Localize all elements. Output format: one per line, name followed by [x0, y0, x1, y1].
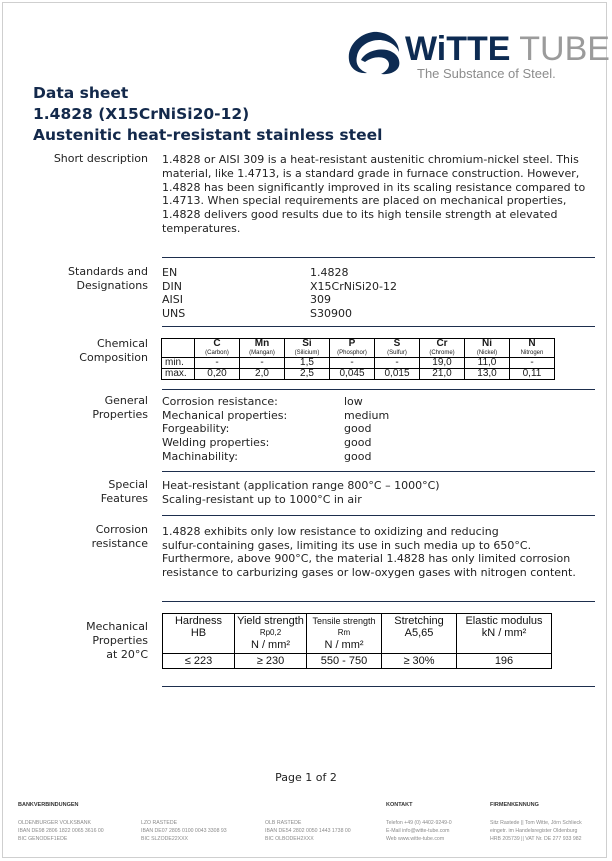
column-header-stretching: Stretching A5,65 [382, 614, 457, 654]
standard-row: DIN X15CrNiSi20-12 [162, 279, 398, 293]
table-header-row [163, 614, 552, 654]
mechanical-properties-label: Mechanical Properties at 20°C [86, 620, 148, 661]
mechanical-properties-table [162, 613, 552, 669]
section-divider [162, 389, 595, 390]
element-header: C (Carbon) [195, 339, 240, 358]
table-header-row [162, 339, 555, 358]
standard-row: AISI 309 [162, 293, 331, 307]
standard-row: EN 1.4828 [162, 266, 349, 279]
logo-wordmark: WiTTE TUBE [405, 30, 610, 68]
special-features-label: Special Features [100, 478, 148, 505]
section-divider [162, 686, 595, 687]
chemical-composition-table [161, 338, 555, 380]
title-material-code: 1.4828 (X15CrNiSi20-12) [33, 105, 250, 123]
element-header: Mn (Mangan) [240, 339, 285, 358]
column-header-elastic: Elastic modulus kN / mm² [457, 614, 552, 654]
company-logo [345, 28, 610, 84]
element-header: N Nitrogen [510, 339, 555, 358]
company-details: Sitz Rastede || Tom Witte, Jörn Schlieck eingetr. im Handelsregister Oldenburg HRB 205739 || VAT Nr. DE 277 933 982 [490, 820, 582, 842]
element-header: Ni (Nickel) [465, 339, 510, 358]
logo-emblem-icon [345, 30, 403, 76]
table-row-max: max. 0,20 2,0 2,5 0,045 0,015 21,0 13,0 0,11 [162, 369, 555, 380]
page-number: Page 1 of 2 [275, 771, 337, 784]
element-header: S (Sulfur) [375, 339, 420, 358]
section-divider [162, 515, 595, 516]
short-description-label: Short description [53, 152, 148, 165]
logo-tagline: The Substance of Steel. [417, 66, 556, 81]
general-properties-label: General Properties [92, 394, 148, 421]
column-header-tensile: Tensile strength Rm N / mm² [307, 614, 382, 654]
bank-heading: BANKVERBINDUNGEN [18, 802, 79, 808]
contact-heading: KONTAKT [386, 802, 413, 808]
property-row: Mechanical properties: medium [162, 408, 390, 422]
company-heading: FIRMENKENNUNG [490, 802, 539, 808]
element-header: Si (Silicium) [285, 339, 330, 358]
section-divider [162, 471, 595, 472]
corrosion-resistance-text: 1.4828 exhibits only low resistance to oxidizing and reducing sulfur-containing gases, limiting its use in such media up to 650°C. Furthermore, above 900°C, the material 1.4828 has only limited corrosion resistance to carburizing gases or low-oxygen gases with nitrogen content. [162, 525, 576, 580]
table-row: ≤ 223 ≥ 230 550 - 750 ≥ 30% 196 [163, 654, 552, 669]
standards-list [162, 266, 397, 321]
bank-details: LZO RASTEDE IBAN DE07 2805 0100 0043 3308 93 BIC SLZODE22XXX [141, 820, 227, 842]
property-row: Welding properties: good [162, 436, 372, 450]
property-row: Corrosion resistance: low [162, 395, 363, 408]
document-title [33, 83, 382, 146]
property-row: Machinability: good [162, 449, 372, 463]
column-header-hardness: Hardness HB [163, 614, 235, 654]
standard-row: UNS S30900 [162, 307, 352, 321]
bank-details: OLDENBURGER VOLKSBANK IBAN DE98 2806 1822 0065 3616 00 BIC GENODEF1EDE [18, 820, 104, 842]
general-properties-list [162, 395, 389, 464]
property-row: Forgeability: good [162, 422, 372, 436]
corrosion-resistance-label: Corrosion resistance [91, 523, 148, 550]
title-line-1: Data sheet [33, 84, 129, 102]
standards-label: Standards and Designations [68, 265, 148, 292]
special-features-list: Heat-resistant (application range 800°C – 1000°C) Scaling-resistant up to 1000°C in air [162, 479, 440, 506]
contact-details: Telefon +49 (0) 4402-9249-0 E-Mail info@witte-tube.com Web www.witte-tube.com [386, 820, 452, 842]
element-header: P (Phosphor) [330, 339, 375, 358]
chemical-label: Chemical Composition [79, 337, 148, 364]
section-divider [162, 257, 595, 258]
element-header: Cr (Chrome) [420, 339, 465, 358]
table-row-min: min. - - 1,5 - - 19,0 11,0 - [162, 358, 555, 369]
title-material-name: Austenitic heat-resistant stainless steel [33, 126, 383, 144]
bank-details: OLB RASTEDE IBAN DE54 2802 0050 1443 1738 00 BIC OLBODEH2XXX [265, 820, 351, 842]
column-header-yield: Yield strength Rp0,2 N / mm² [235, 614, 307, 654]
short-description-text: 1.4828 or AISI 309 is a heat-resistant austenitic chromium-nickel steel. This material, like 1.4713, is a standard grade in furnace construction. However, 1.4828 has been significantly improved in its scaling resistance compared to 1.4713. When special requirements are placed on mechanical properties, 1.4828 delivers good results due to its high tensile strength at elevated temperatures. [162, 153, 586, 235]
section-divider [162, 326, 595, 327]
section-divider [162, 601, 595, 602]
